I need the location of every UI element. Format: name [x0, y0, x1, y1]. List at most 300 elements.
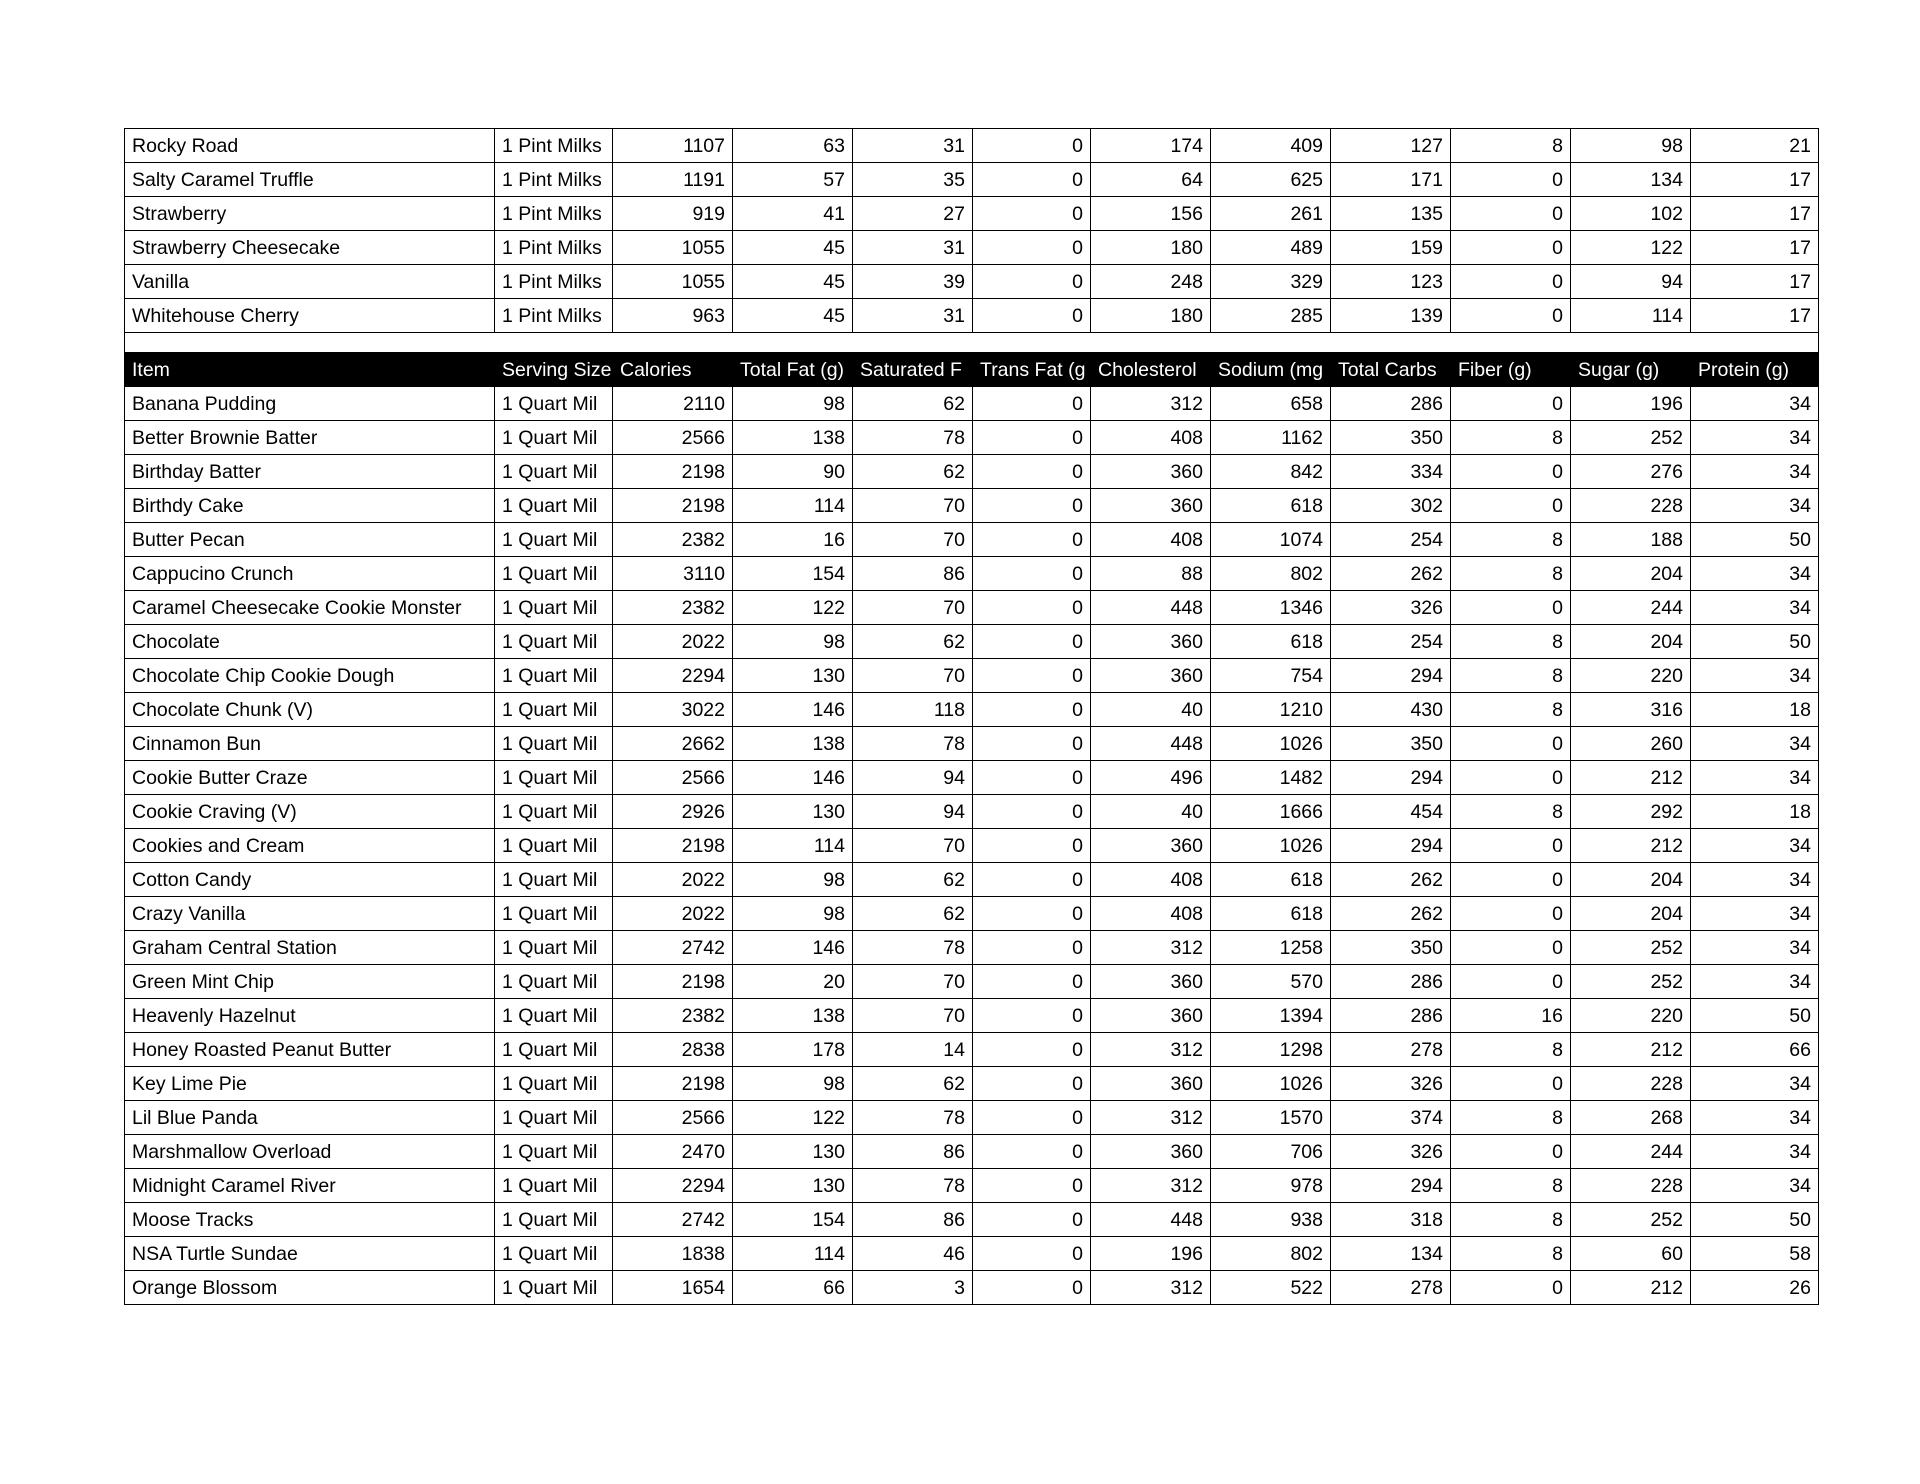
cell-value[interactable]: 1 Pint Milks	[495, 197, 613, 231]
cell-value[interactable]: 40	[1091, 693, 1211, 727]
table-row[interactable]	[125, 693, 1819, 727]
table-row[interactable]	[125, 1237, 1819, 1271]
cell-value[interactable]: 842	[1211, 455, 1331, 489]
column-header[interactable]: Calories	[613, 353, 733, 387]
cell-value[interactable]: 0	[1451, 761, 1571, 795]
cell-value[interactable]: 1026	[1211, 829, 1331, 863]
cell-value[interactable]: 8	[1451, 557, 1571, 591]
cell-value[interactable]: 146	[733, 693, 853, 727]
cell-value[interactable]: 1 Quart Mil	[495, 591, 613, 625]
cell-value[interactable]: 1 Quart Mil	[495, 863, 613, 897]
cell-value[interactable]: 318	[1331, 1203, 1451, 1237]
cell-value[interactable]: 1 Quart Mil	[495, 829, 613, 863]
cell-value[interactable]: 1026	[1211, 1067, 1331, 1101]
cell-value[interactable]: 34	[1691, 455, 1819, 489]
cell-value[interactable]: 0	[973, 523, 1091, 557]
cell-value[interactable]: 360	[1091, 625, 1211, 659]
cell-value[interactable]: 294	[1331, 659, 1451, 693]
cell-value[interactable]: 16	[1451, 999, 1571, 1033]
table-row[interactable]	[125, 265, 1819, 299]
cell-value[interactable]: 17	[1691, 265, 1819, 299]
cell-value[interactable]: 174	[1091, 129, 1211, 163]
cell-value[interactable]: 127	[1331, 129, 1451, 163]
cell-value[interactable]: 204	[1571, 897, 1691, 931]
cell-value[interactable]: 17	[1691, 197, 1819, 231]
cell-value[interactable]: 489	[1211, 231, 1331, 265]
cell-value[interactable]: 0	[1451, 489, 1571, 523]
cell-value[interactable]: 0	[973, 761, 1091, 795]
cell-value[interactable]: 360	[1091, 999, 1211, 1033]
cell-value[interactable]: 114	[733, 1237, 853, 1271]
cell-value[interactable]: 34	[1691, 761, 1819, 795]
cell-value[interactable]: 292	[1571, 795, 1691, 829]
cell-item[interactable]: Chocolate Chip Cookie Dough	[125, 659, 495, 693]
cell-value[interactable]: 294	[1331, 829, 1451, 863]
cell-item[interactable]: Marshmallow Overload	[125, 1135, 495, 1169]
cell-value[interactable]: 31	[853, 231, 973, 265]
cell-value[interactable]: 154	[733, 1203, 853, 1237]
table-row[interactable]	[125, 523, 1819, 557]
cell-value[interactable]: 261	[1211, 197, 1331, 231]
cell-value[interactable]: 34	[1691, 965, 1819, 999]
cell-value[interactable]: 34	[1691, 659, 1819, 693]
cell-value[interactable]: 78	[853, 727, 973, 761]
cell-value[interactable]: 196	[1091, 1237, 1211, 1271]
cell-value[interactable]: 130	[733, 1135, 853, 1169]
cell-value[interactable]: 2022	[613, 897, 733, 931]
cell-value[interactable]: 1298	[1211, 1033, 1331, 1067]
cell-item[interactable]: Cinnamon Bun	[125, 727, 495, 761]
cell-value[interactable]: 1 Quart Mil	[495, 523, 613, 557]
table-row[interactable]	[125, 1169, 1819, 1203]
cell-value[interactable]: 316	[1571, 693, 1691, 727]
cell-value[interactable]: 0	[973, 421, 1091, 455]
cell-value[interactable]: 94	[853, 795, 973, 829]
cell-value[interactable]: 360	[1091, 659, 1211, 693]
cell-value[interactable]: 0	[973, 931, 1091, 965]
cell-value[interactable]: 114	[733, 829, 853, 863]
cell-value[interactable]: 1 Pint Milks	[495, 265, 613, 299]
cell-value[interactable]: 254	[1331, 625, 1451, 659]
cell-value[interactable]: 70	[853, 489, 973, 523]
cell-item[interactable]: Cotton Candy	[125, 863, 495, 897]
cell-value[interactable]: 1026	[1211, 727, 1331, 761]
cell-value[interactable]: 78	[853, 931, 973, 965]
cell-value[interactable]: 1 Quart Mil	[495, 421, 613, 455]
cell-value[interactable]: 98	[733, 1067, 853, 1101]
cell-value[interactable]: 454	[1331, 795, 1451, 829]
cell-value[interactable]: 1162	[1211, 421, 1331, 455]
cell-value[interactable]: 98	[733, 625, 853, 659]
cell-item[interactable]: Banana Pudding	[125, 387, 495, 421]
cell-item[interactable]: Moose Tracks	[125, 1203, 495, 1237]
cell-value[interactable]: 118	[853, 693, 973, 727]
cell-value[interactable]: 60	[1571, 1237, 1691, 1271]
cell-value[interactable]: 2470	[613, 1135, 733, 1169]
cell-value[interactable]: 1 Pint Milks	[495, 299, 613, 333]
cell-value[interactable]: 2742	[613, 931, 733, 965]
column-header[interactable]: Total Fat (g)	[733, 353, 853, 387]
cell-value[interactable]: 0	[1451, 455, 1571, 489]
cell-item[interactable]: Key Lime Pie	[125, 1067, 495, 1101]
cell-value[interactable]: 0	[973, 489, 1091, 523]
cell-value[interactable]: 285	[1211, 299, 1331, 333]
cell-value[interactable]: 350	[1331, 727, 1451, 761]
cell-value[interactable]: 94	[1571, 265, 1691, 299]
cell-value[interactable]: 1258	[1211, 931, 1331, 965]
cell-value[interactable]: 171	[1331, 163, 1451, 197]
cell-value[interactable]: 1654	[613, 1271, 733, 1305]
cell-value[interactable]: 1838	[613, 1237, 733, 1271]
cell-value[interactable]: 204	[1571, 863, 1691, 897]
cell-value[interactable]: 14	[853, 1033, 973, 1067]
cell-value[interactable]: 408	[1091, 523, 1211, 557]
cell-value[interactable]: 35	[853, 163, 973, 197]
cell-value[interactable]: 41	[733, 197, 853, 231]
cell-value[interactable]: 262	[1331, 557, 1451, 591]
cell-value[interactable]: 0	[973, 265, 1091, 299]
cell-value[interactable]: 130	[733, 659, 853, 693]
cell-value[interactable]: 2022	[613, 625, 733, 659]
cell-value[interactable]: 0	[973, 659, 1091, 693]
cell-value[interactable]: 0	[973, 693, 1091, 727]
table-row[interactable]	[125, 387, 1819, 421]
cell-value[interactable]: 570	[1211, 965, 1331, 999]
cell-value[interactable]: 254	[1331, 523, 1451, 557]
cell-item[interactable]: Strawberry Cheesecake	[125, 231, 495, 265]
cell-item[interactable]: Butter Pecan	[125, 523, 495, 557]
cell-value[interactable]: 62	[853, 897, 973, 931]
cell-value[interactable]: 45	[733, 265, 853, 299]
cell-value[interactable]: 1 Quart Mil	[495, 489, 613, 523]
cell-value[interactable]: 64	[1091, 163, 1211, 197]
cell-value[interactable]: 278	[1331, 1271, 1451, 1305]
cell-item[interactable]: Cappucino Crunch	[125, 557, 495, 591]
cell-value[interactable]: 34	[1691, 1135, 1819, 1169]
cell-value[interactable]: 312	[1091, 931, 1211, 965]
table-row[interactable]	[125, 625, 1819, 659]
cell-value[interactable]: 138	[733, 421, 853, 455]
cell-value[interactable]: 2742	[613, 1203, 733, 1237]
cell-value[interactable]: 2382	[613, 999, 733, 1033]
column-header[interactable]: Total Carbs	[1331, 353, 1451, 387]
table-row[interactable]	[125, 659, 1819, 693]
cell-value[interactable]: 17	[1691, 231, 1819, 265]
cell-value[interactable]: 8	[1451, 523, 1571, 557]
cell-value[interactable]: 0	[973, 829, 1091, 863]
cell-value[interactable]: 8	[1451, 421, 1571, 455]
cell-value[interactable]: 2198	[613, 489, 733, 523]
cell-value[interactable]: 2662	[613, 727, 733, 761]
cell-value[interactable]: 212	[1571, 761, 1691, 795]
table-row[interactable]	[125, 897, 1819, 931]
cell-value[interactable]: 2926	[613, 795, 733, 829]
cell-value[interactable]: 66	[733, 1271, 853, 1305]
cell-value[interactable]: 26	[1691, 1271, 1819, 1305]
cell-value[interactable]: 0	[1451, 965, 1571, 999]
cell-value[interactable]: 180	[1091, 299, 1211, 333]
cell-value[interactable]: 0	[973, 1067, 1091, 1101]
cell-value[interactable]: 8	[1451, 693, 1571, 727]
cell-value[interactable]: 1 Quart Mil	[495, 761, 613, 795]
cell-value[interactable]: 658	[1211, 387, 1331, 421]
cell-value[interactable]: 2294	[613, 659, 733, 693]
cell-value[interactable]: 139	[1331, 299, 1451, 333]
cell-value[interactable]: 802	[1211, 1237, 1331, 1271]
column-header[interactable]: Trans Fat (g	[973, 353, 1091, 387]
cell-value[interactable]: 34	[1691, 829, 1819, 863]
table-row[interactable]	[125, 489, 1819, 523]
cell-value[interactable]: 360	[1091, 829, 1211, 863]
cell-value[interactable]: 8	[1451, 1033, 1571, 1067]
cell-value[interactable]: 1 Quart Mil	[495, 727, 613, 761]
cell-item[interactable]: Chocolate	[125, 625, 495, 659]
cell-item[interactable]: Cookies and Cream	[125, 829, 495, 863]
cell-value[interactable]: 278	[1331, 1033, 1451, 1067]
cell-value[interactable]: 408	[1091, 897, 1211, 931]
cell-value[interactable]: 1 Pint Milks	[495, 129, 613, 163]
cell-value[interactable]: 2198	[613, 965, 733, 999]
cell-value[interactable]: 0	[1451, 231, 1571, 265]
cell-value[interactable]: 2838	[613, 1033, 733, 1067]
cell-item[interactable]: Cookie Butter Craze	[125, 761, 495, 795]
table-row[interactable]	[125, 197, 1819, 231]
cell-item[interactable]: Rocky Road	[125, 129, 495, 163]
cell-value[interactable]: 350	[1331, 931, 1451, 965]
table-row[interactable]	[125, 129, 1819, 163]
cell-value[interactable]: 122	[733, 1101, 853, 1135]
cell-value[interactable]: 360	[1091, 1067, 1211, 1101]
cell-value[interactable]: 0	[973, 863, 1091, 897]
cell-value[interactable]: 1 Quart Mil	[495, 557, 613, 591]
cell-value[interactable]: 448	[1091, 1203, 1211, 1237]
cell-value[interactable]: 20	[733, 965, 853, 999]
cell-value[interactable]: 0	[973, 897, 1091, 931]
cell-value[interactable]: 34	[1691, 591, 1819, 625]
cell-value[interactable]: 1 Quart Mil	[495, 999, 613, 1033]
cell-value[interactable]: 0	[973, 387, 1091, 421]
cell-value[interactable]: 1 Quart Mil	[495, 1033, 613, 1067]
cell-value[interactable]: 0	[1451, 829, 1571, 863]
cell-value[interactable]: 312	[1091, 387, 1211, 421]
cell-item[interactable]: Midnight Caramel River	[125, 1169, 495, 1203]
cell-value[interactable]: 1 Quart Mil	[495, 1067, 613, 1101]
cell-value[interactable]: 1 Quart Mil	[495, 1135, 613, 1169]
cell-value[interactable]: 1 Pint Milks	[495, 163, 613, 197]
cell-value[interactable]: 252	[1571, 1203, 1691, 1237]
cell-value[interactable]: 34	[1691, 421, 1819, 455]
cell-value[interactable]: 188	[1571, 523, 1691, 557]
cell-value[interactable]: 86	[853, 557, 973, 591]
cell-value[interactable]: 212	[1571, 829, 1691, 863]
column-header[interactable]: Cholesterol	[1091, 353, 1211, 387]
cell-value[interactable]: 294	[1331, 761, 1451, 795]
cell-value[interactable]: 1055	[613, 231, 733, 265]
cell-value[interactable]: 88	[1091, 557, 1211, 591]
cell-value[interactable]: 34	[1691, 387, 1819, 421]
cell-value[interactable]: 0	[1451, 727, 1571, 761]
cell-value[interactable]: 1666	[1211, 795, 1331, 829]
cell-value[interactable]: 1191	[613, 163, 733, 197]
cell-value[interactable]: 8	[1451, 1101, 1571, 1135]
cell-item[interactable]: Honey Roasted Peanut Butter	[125, 1033, 495, 1067]
cell-value[interactable]: 34	[1691, 863, 1819, 897]
cell-value[interactable]: 114	[1571, 299, 1691, 333]
cell-value[interactable]: 134	[1571, 163, 1691, 197]
cell-value[interactable]: 180	[1091, 231, 1211, 265]
cell-value[interactable]: 2198	[613, 829, 733, 863]
cell-value[interactable]: 0	[973, 999, 1091, 1033]
cell-item[interactable]: Crazy Vanilla	[125, 897, 495, 931]
cell-value[interactable]: 919	[613, 197, 733, 231]
cell-value[interactable]: 2022	[613, 863, 733, 897]
cell-value[interactable]: 70	[853, 999, 973, 1033]
cell-value[interactable]: 34	[1691, 1169, 1819, 1203]
cell-value[interactable]: 0	[1451, 1135, 1571, 1169]
cell-value[interactable]: 1 Quart Mil	[495, 1169, 613, 1203]
cell-value[interactable]: 8	[1451, 795, 1571, 829]
cell-value[interactable]: 312	[1091, 1101, 1211, 1135]
cell-value[interactable]: 276	[1571, 455, 1691, 489]
column-header[interactable]: Item	[125, 353, 495, 387]
cell-value[interactable]: 70	[853, 591, 973, 625]
cell-value[interactable]: 360	[1091, 455, 1211, 489]
cell-value[interactable]: 228	[1571, 1067, 1691, 1101]
cell-value[interactable]: 618	[1211, 863, 1331, 897]
cell-value[interactable]: 0	[973, 1101, 1091, 1135]
cell-value[interactable]: 178	[733, 1033, 853, 1067]
cell-value[interactable]: 45	[733, 299, 853, 333]
table-row[interactable]	[125, 1101, 1819, 1135]
cell-value[interactable]: 90	[733, 455, 853, 489]
cell-value[interactable]: 448	[1091, 727, 1211, 761]
cell-value[interactable]: 21	[1691, 129, 1819, 163]
cell-value[interactable]: 0	[1451, 197, 1571, 231]
cell-value[interactable]: 938	[1211, 1203, 1331, 1237]
cell-value[interactable]: 0	[973, 727, 1091, 761]
cell-value[interactable]: 0	[1451, 591, 1571, 625]
cell-item[interactable]: Caramel Cheesecake Cookie Monster	[125, 591, 495, 625]
cell-value[interactable]: 94	[853, 761, 973, 795]
cell-value[interactable]: 618	[1211, 489, 1331, 523]
cell-value[interactable]: 1 Quart Mil	[495, 1203, 613, 1237]
cell-value[interactable]: 1 Quart Mil	[495, 965, 613, 999]
cell-value[interactable]: 978	[1211, 1169, 1331, 1203]
cell-value[interactable]: 754	[1211, 659, 1331, 693]
cell-value[interactable]: 2198	[613, 455, 733, 489]
table-row[interactable]	[125, 231, 1819, 265]
table-row[interactable]	[125, 557, 1819, 591]
cell-value[interactable]: 78	[853, 1101, 973, 1135]
cell-value[interactable]: 50	[1691, 625, 1819, 659]
cell-item[interactable]: Graham Central Station	[125, 931, 495, 965]
cell-value[interactable]: 1 Quart Mil	[495, 897, 613, 931]
cell-value[interactable]: 62	[853, 455, 973, 489]
cell-value[interactable]: 0	[1451, 1271, 1571, 1305]
cell-value[interactable]: 248	[1091, 265, 1211, 299]
cell-value[interactable]: 1 Quart Mil	[495, 931, 613, 965]
cell-value[interactable]: 408	[1091, 421, 1211, 455]
cell-value[interactable]: 57	[733, 163, 853, 197]
cell-item[interactable]: NSA Turtle Sundae	[125, 1237, 495, 1271]
cell-value[interactable]: 50	[1691, 523, 1819, 557]
cell-value[interactable]: 2566	[613, 421, 733, 455]
cell-value[interactable]: 228	[1571, 489, 1691, 523]
cell-value[interactable]: 0	[973, 231, 1091, 265]
cell-value[interactable]: 1 Quart Mil	[495, 795, 613, 829]
cell-value[interactable]: 1 Quart Mil	[495, 1271, 613, 1305]
table-row[interactable]	[125, 1033, 1819, 1067]
cell-item[interactable]: Chocolate Chunk (V)	[125, 693, 495, 727]
cell-value[interactable]: 62	[853, 387, 973, 421]
cell-value[interactable]: 262	[1331, 897, 1451, 931]
table-row[interactable]	[125, 591, 1819, 625]
column-header[interactable]: Serving Size	[495, 353, 613, 387]
cell-value[interactable]: 98	[733, 387, 853, 421]
cell-value[interactable]: 1 Quart Mil	[495, 1237, 613, 1271]
cell-value[interactable]: 360	[1091, 489, 1211, 523]
cell-value[interactable]: 334	[1331, 455, 1451, 489]
cell-value[interactable]: 430	[1331, 693, 1451, 727]
cell-value[interactable]: 34	[1691, 489, 1819, 523]
cell-value[interactable]: 18	[1691, 795, 1819, 829]
cell-value[interactable]: 62	[853, 1067, 973, 1101]
cell-value[interactable]: 78	[853, 421, 973, 455]
cell-value[interactable]: 1 Pint Milks	[495, 231, 613, 265]
cell-value[interactable]: 66	[1691, 1033, 1819, 1067]
cell-value[interactable]: 86	[853, 1203, 973, 1237]
cell-value[interactable]: 39	[853, 265, 973, 299]
cell-value[interactable]: 312	[1091, 1033, 1211, 1067]
cell-value[interactable]: 146	[733, 931, 853, 965]
cell-value[interactable]: 34	[1691, 557, 1819, 591]
cell-value[interactable]: 2382	[613, 523, 733, 557]
column-header[interactable]: Saturated F	[853, 353, 973, 387]
table-row[interactable]	[125, 1203, 1819, 1237]
cell-value[interactable]: 1570	[1211, 1101, 1331, 1135]
cell-value[interactable]: 18	[1691, 693, 1819, 727]
cell-value[interactable]: 252	[1571, 421, 1691, 455]
cell-value[interactable]: 40	[1091, 795, 1211, 829]
cell-value[interactable]: 45	[733, 231, 853, 265]
cell-value[interactable]: 98	[1571, 129, 1691, 163]
cell-value[interactable]: 17	[1691, 299, 1819, 333]
cell-value[interactable]: 0	[1451, 1067, 1571, 1101]
cell-value[interactable]: 1 Quart Mil	[495, 1101, 613, 1135]
cell-value[interactable]: 2110	[613, 387, 733, 421]
cell-value[interactable]: 326	[1331, 1135, 1451, 1169]
cell-value[interactable]: 204	[1571, 625, 1691, 659]
cell-value[interactable]: 212	[1571, 1033, 1691, 1067]
cell-value[interactable]: 31	[853, 129, 973, 163]
cell-value[interactable]: 294	[1331, 1169, 1451, 1203]
cell-value[interactable]: 286	[1331, 387, 1451, 421]
cell-item[interactable]: Birthdy Cake	[125, 489, 495, 523]
cell-value[interactable]: 522	[1211, 1271, 1331, 1305]
cell-value[interactable]: 0	[1451, 897, 1571, 931]
cell-value[interactable]: 0	[973, 1271, 1091, 1305]
cell-value[interactable]: 63	[733, 129, 853, 163]
cell-value[interactable]: 0	[973, 163, 1091, 197]
cell-value[interactable]: 2566	[613, 1101, 733, 1135]
cell-value[interactable]: 70	[853, 659, 973, 693]
cell-value[interactable]: 0	[973, 1169, 1091, 1203]
cell-value[interactable]: 130	[733, 795, 853, 829]
table-row[interactable]	[125, 163, 1819, 197]
cell-value[interactable]: 204	[1571, 557, 1691, 591]
cell-value[interactable]: 618	[1211, 897, 1331, 931]
cell-value[interactable]: 0	[973, 1203, 1091, 1237]
